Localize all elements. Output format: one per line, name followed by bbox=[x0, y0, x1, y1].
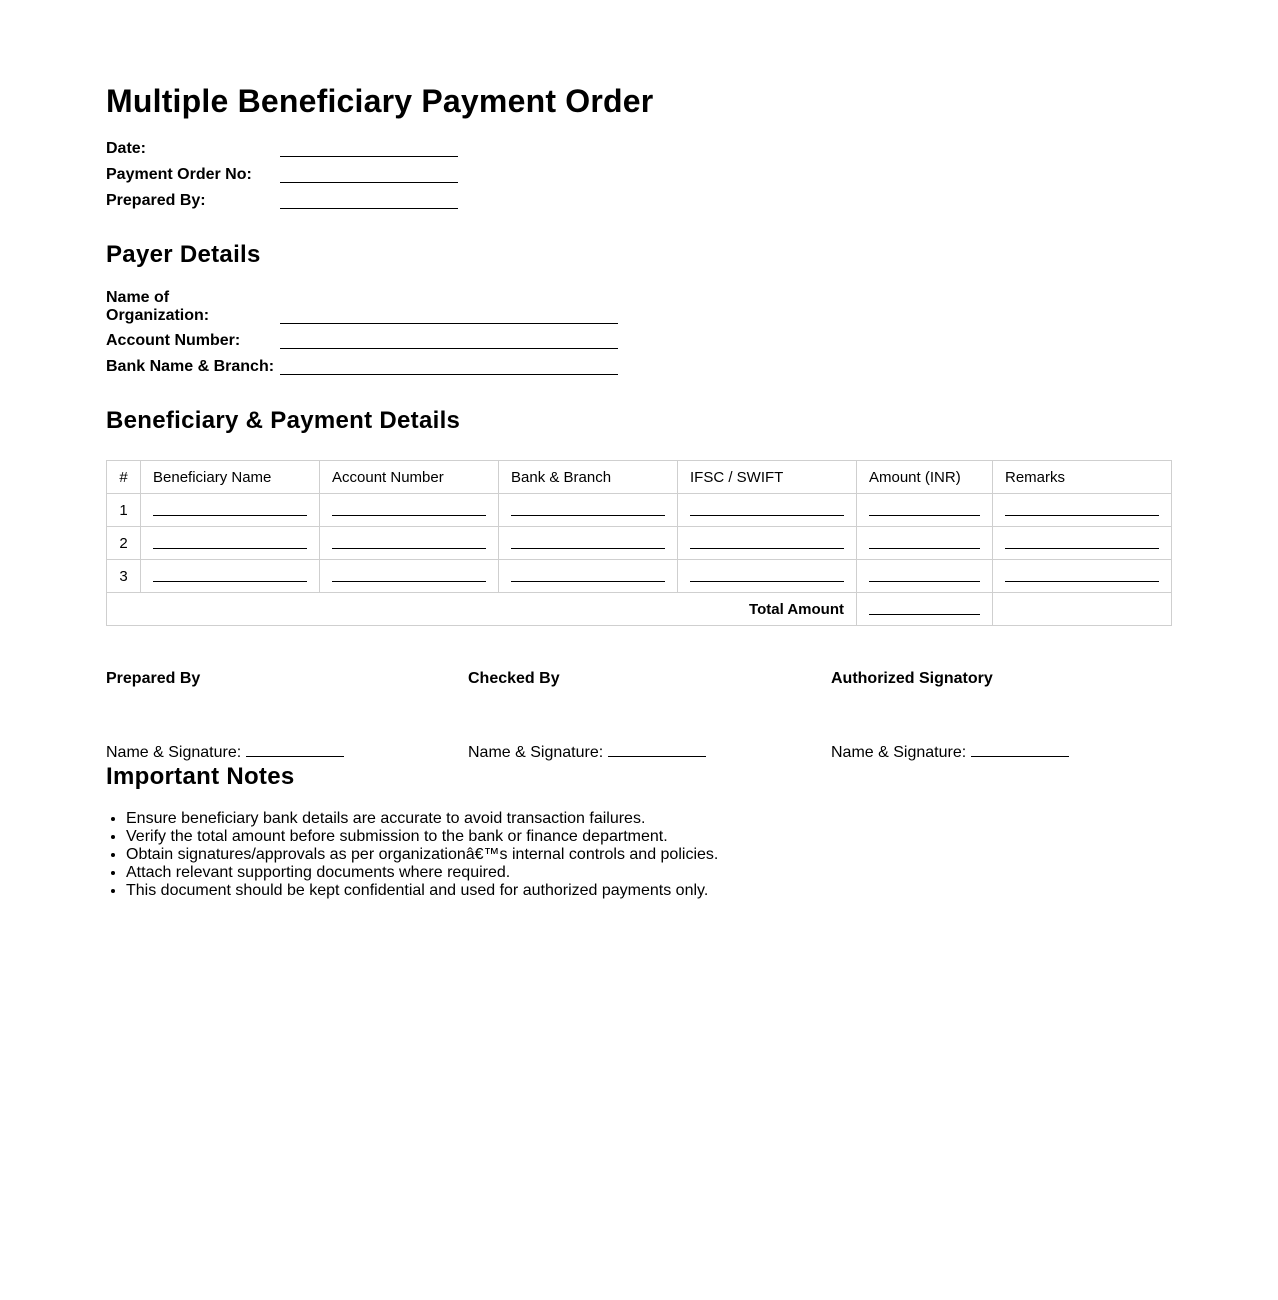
signature-line bbox=[831, 743, 1171, 763]
total-row bbox=[107, 593, 1172, 626]
blank-line bbox=[511, 581, 665, 582]
blank-line bbox=[332, 515, 486, 516]
blank-line bbox=[1005, 515, 1159, 516]
row-number: 2 bbox=[107, 527, 141, 560]
list-item: • Attach relevant supporting documents where required. bbox=[126, 864, 718, 882]
blank-line bbox=[153, 581, 307, 582]
amount-cell bbox=[857, 560, 993, 593]
row-number: 3 bbox=[107, 560, 141, 593]
blank-line bbox=[511, 515, 665, 516]
column-header-bank-branch: Bank & Branch bbox=[499, 461, 678, 494]
date-field-row bbox=[106, 140, 458, 158]
column-header-beneficiary-name: Beneficiary Name bbox=[141, 461, 320, 494]
account-number-field-row bbox=[106, 332, 618, 350]
payer-details-heading: Payer Details bbox=[106, 241, 261, 268]
payment-order-no-label: Payment Order No: bbox=[106, 166, 252, 183]
table-row bbox=[107, 560, 1172, 593]
blank-line bbox=[153, 515, 307, 516]
document-title: Multiple Beneficiary Payment Order bbox=[106, 83, 654, 119]
total-amount-label: Total Amount bbox=[107, 593, 857, 626]
blank-line bbox=[1005, 548, 1159, 549]
account-number-blank-line bbox=[280, 348, 618, 349]
blank-line bbox=[1005, 581, 1159, 582]
signature-blank bbox=[971, 744, 1069, 757]
table-row bbox=[107, 527, 1172, 560]
signature-blank bbox=[246, 744, 344, 757]
beneficiary-table bbox=[106, 460, 1172, 626]
prepared-by-blank-line bbox=[280, 208, 458, 209]
bank-branch-blank-line bbox=[280, 374, 618, 375]
column-header-amount: Amount (INR) bbox=[857, 461, 993, 494]
prepared-by-field-row bbox=[106, 192, 458, 210]
list-item: • Verify the total amount before submission to the bank or finance department. bbox=[126, 828, 718, 846]
account-number-cell bbox=[320, 494, 499, 527]
table-header-row bbox=[107, 461, 1172, 494]
blank-line bbox=[332, 581, 486, 582]
signature-line-label: Name & Signature: bbox=[831, 744, 967, 761]
organization-name-field-row bbox=[106, 289, 618, 325]
account-number-label: Account Number: bbox=[106, 332, 241, 349]
bank-branch-cell bbox=[499, 494, 678, 527]
signature-line-label: Name & Signature: bbox=[468, 744, 604, 761]
account-number-cell bbox=[320, 560, 499, 593]
date-blank-line bbox=[280, 156, 458, 157]
signature-line bbox=[468, 743, 808, 763]
organization-name-blank-line bbox=[280, 323, 618, 324]
signature-line-label: Name & Signature: bbox=[106, 744, 242, 761]
blank-line bbox=[690, 548, 844, 549]
important-notes-heading: Important Notes bbox=[106, 763, 295, 790]
signature-blank bbox=[608, 744, 706, 757]
blank-line bbox=[690, 515, 844, 516]
table-row bbox=[107, 494, 1172, 527]
payment-order-no-field-row bbox=[106, 166, 458, 184]
blank-line bbox=[869, 581, 980, 582]
column-header-number: # bbox=[107, 461, 141, 494]
total-remarks-cell bbox=[993, 593, 1172, 626]
blank-line bbox=[690, 581, 844, 582]
ifsc-swift-cell bbox=[678, 527, 857, 560]
remarks-cell bbox=[993, 560, 1172, 593]
signature-title: Checked By bbox=[468, 670, 560, 687]
blank-line bbox=[869, 548, 980, 549]
amount-cell bbox=[857, 527, 993, 560]
blank-line bbox=[511, 548, 665, 549]
beneficiary-name-cell bbox=[141, 494, 320, 527]
signature-line bbox=[106, 743, 446, 763]
authorized-signatory-signature-block bbox=[831, 669, 1171, 763]
remarks-cell bbox=[993, 494, 1172, 527]
checked-by-signature-block bbox=[468, 669, 808, 763]
beneficiary-name-cell bbox=[141, 527, 320, 560]
important-notes-list bbox=[106, 810, 718, 900]
total-amount-cell bbox=[857, 593, 993, 626]
list-item: • This document should be kept confidential and used for authorized payments only. bbox=[126, 882, 718, 900]
prepared-by-label: Prepared By: bbox=[106, 192, 206, 209]
amount-cell bbox=[857, 494, 993, 527]
bank-branch-label: Bank Name & Branch: bbox=[106, 358, 275, 375]
ifsc-swift-cell bbox=[678, 560, 857, 593]
list-item: • Obtain signatures/approvals as per organizationâ€™s internal controls and policies. bbox=[126, 846, 718, 864]
column-header-remarks: Remarks bbox=[993, 461, 1172, 494]
account-number-cell bbox=[320, 527, 499, 560]
date-label: Date: bbox=[106, 140, 147, 157]
list-item: • Ensure beneficiary bank details are accurate to avoid transaction failures. bbox=[126, 810, 718, 828]
payment-order-no-blank-line bbox=[280, 182, 458, 183]
remarks-cell bbox=[993, 527, 1172, 560]
blank-line bbox=[153, 548, 307, 549]
bank-branch-cell bbox=[499, 527, 678, 560]
beneficiary-details-heading: Beneficiary & Payment Details bbox=[106, 407, 461, 434]
ifsc-swift-cell bbox=[678, 494, 857, 527]
signature-title: Authorized Signatory bbox=[831, 670, 993, 687]
beneficiary-name-cell bbox=[141, 560, 320, 593]
row-number: 1 bbox=[107, 494, 141, 527]
column-header-ifsc-swift: IFSC / SWIFT bbox=[678, 461, 857, 494]
bank-branch-cell bbox=[499, 560, 678, 593]
signature-title: Prepared By bbox=[106, 670, 201, 687]
bank-branch-field-row bbox=[106, 358, 618, 376]
prepared-by-signature-block bbox=[106, 669, 446, 763]
blank-line bbox=[869, 614, 980, 615]
organization-name-label: Name of Organization: bbox=[106, 289, 210, 324]
column-header-account-number: Account Number bbox=[320, 461, 499, 494]
blank-line bbox=[332, 548, 486, 549]
blank-line bbox=[869, 515, 980, 516]
